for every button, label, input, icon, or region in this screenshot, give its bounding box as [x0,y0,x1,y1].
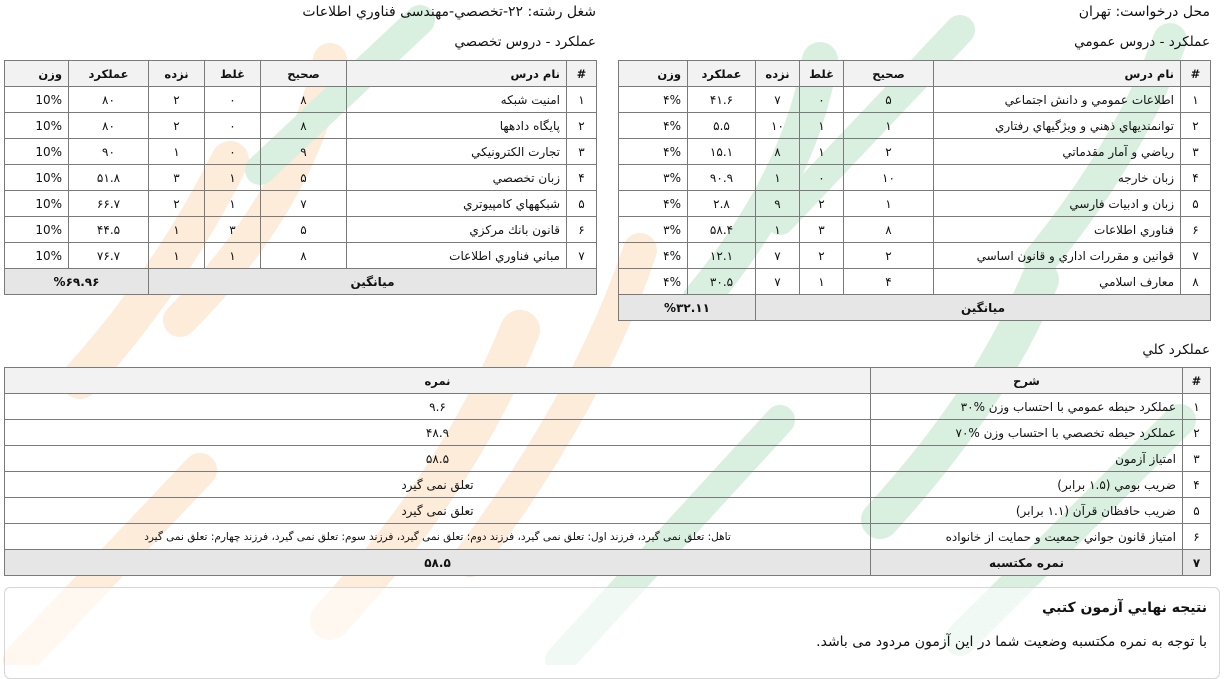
course-name: قانون بانك مركزي [347,217,567,243]
table-row [5,87,597,113]
performance-value: ۵۸.۴ [688,217,756,243]
blank-count: ۹ [756,191,800,217]
row-index: ۷ [1183,550,1211,576]
average-label: ميانگين [149,269,597,295]
row-description: عملكرد حيطه عمومي با احتساب وزن %۳۰ [871,394,1183,420]
performance-value: ۳۰.۵ [688,269,756,295]
col-blank: نزده [756,61,800,87]
performance-value: ۵.۵ [688,113,756,139]
location-label: محل درخواست: [1115,4,1210,20]
performance-value: ۱۲.۱ [688,243,756,269]
course-name: مباني فناوري اطلاعات [347,243,567,269]
row-index: ۷ [1181,243,1211,269]
row-index: ۵ [1183,498,1211,524]
general-section-title: عملكرد - دروس عمومي [1074,34,1210,50]
correct-count: ۷ [261,191,347,217]
job-line [302,4,596,20]
row-index: ۳ [1183,446,1211,472]
course-name: شبكههاي كامپيوتري [347,191,567,217]
performance-value: ۶۶.۷ [69,191,149,217]
average-row [619,295,1211,321]
blank-count: ۳ [149,165,205,191]
weight-value: ۴% [619,243,688,269]
col-correct: صحيح [844,61,934,87]
table-row [619,243,1211,269]
weight-value: ۴% [619,269,688,295]
weight-value: ۴% [619,191,688,217]
performance-value: ۹۰.۹ [688,165,756,191]
col-performance: عملكرد [69,61,149,87]
correct-count: ۱۰ [844,165,934,191]
blank-count: ۱ [756,165,800,191]
blank-count: ۷ [756,243,800,269]
col-index: # [567,61,597,87]
correct-count: ۲ [844,139,934,165]
table-row [5,243,597,269]
wrong-count: ۲ [800,191,844,217]
total-row [5,550,1211,576]
table-row [619,191,1211,217]
total-label: نمره مكتسبه [871,550,1183,576]
correct-count: ۴ [844,269,934,295]
weight-value: 10% [5,217,69,243]
col-description: شرح [871,368,1183,394]
job-value: ۲۲-تخصصي-مهندسی فناوري اطلاعات [302,4,524,20]
location-value: تهران [1078,4,1111,20]
col-performance: عملكرد [688,61,756,87]
col-wrong: غلط [800,61,844,87]
col-blank: نزده [149,61,205,87]
blank-count: ۷ [756,269,800,295]
correct-count: ۱ [844,191,934,217]
performance-value: ۷۶.۷ [69,243,149,269]
row-index: ۳ [1181,139,1211,165]
blank-count: ۲ [149,113,205,139]
correct-count: ۵ [261,217,347,243]
general-courses-table [618,60,1211,321]
col-index: # [1183,368,1211,394]
wrong-count: ۱ [205,191,261,217]
blank-count: ۱۰ [756,113,800,139]
average-value: %۶۹.۹۶ [5,269,149,295]
weight-value: 10% [5,191,69,217]
col-weight: وزن [5,61,69,87]
row-score: ۵۸.۵ [5,446,871,472]
weight-value: ۴% [619,139,688,165]
table-row [619,113,1211,139]
wrong-count: ۳ [800,217,844,243]
table-row [5,524,1211,550]
final-result-text: با توجه به نمره مكتسبه وضعيت شما در اين آزمون مردود می باشد. [816,634,1207,650]
blank-count: ۲ [149,87,205,113]
row-index: ۱ [1183,394,1211,420]
table-row [619,217,1211,243]
row-index: ۲ [1183,420,1211,446]
table-row [5,498,1211,524]
wrong-count: ۳ [205,217,261,243]
table-row [5,139,597,165]
course-name: معارف اسلامي [934,269,1181,295]
course-name: امنيت شبكه [347,87,567,113]
blank-count: ۲ [149,191,205,217]
row-index: ۵ [1181,191,1211,217]
row-index: ۴ [567,165,597,191]
col-correct: صحيح [261,61,347,87]
blank-count: ۷ [756,87,800,113]
correct-count: ۲ [844,243,934,269]
performance-value: ۴۱.۶ [688,87,756,113]
blank-count: ۱ [149,139,205,165]
wrong-count: ۰ [800,165,844,191]
row-score: تعلق نمی گیرد [5,498,871,524]
table-row [5,165,597,191]
table-row [619,165,1211,191]
table-row [619,87,1211,113]
row-index: ۵ [567,191,597,217]
weight-value: 10% [5,165,69,191]
table-row [5,113,597,139]
overall-header-row [5,368,1211,394]
course-name: زبان تخصصي [347,165,567,191]
blank-count: ۱ [149,243,205,269]
row-index: ۳ [567,139,597,165]
final-result-box [4,587,1220,679]
course-name: قوانين و مقررات اداري و قانون اساسي [934,243,1181,269]
col-score: نمره [5,368,871,394]
wrong-count: ۲ [800,243,844,269]
wrong-count: ۰ [800,87,844,113]
table-row [5,217,597,243]
overall-section-title: عملكرد كلي [1142,342,1210,358]
weight-value: 10% [5,243,69,269]
weight-value: ۴% [619,87,688,113]
table-row [619,139,1211,165]
col-weight: وزن [619,61,688,87]
table-row [5,420,1211,446]
performance-value: ۲.۸ [688,191,756,217]
blank-count: ۱ [756,217,800,243]
course-name: زبان خارجه [934,165,1181,191]
course-name: تجارت الكترونيكي [347,139,567,165]
course-name: زبان و ادبيات فارسي [934,191,1181,217]
row-index: ۲ [1181,113,1211,139]
row-index: ۴ [1183,472,1211,498]
weight-value: 10% [5,87,69,113]
job-label: شغل رشته: [527,4,596,20]
wrong-count: ۰ [205,113,261,139]
special-header-row [5,61,597,87]
wrong-count: ۱ [800,113,844,139]
performance-value: ۸۰ [69,87,149,113]
wrong-count: ۱ [800,139,844,165]
average-label: ميانگين [756,295,1211,321]
course-name: فناوري اطلاعات [934,217,1181,243]
row-index: ۲ [567,113,597,139]
performance-value: ۴۴.۵ [69,217,149,243]
row-description: امتياز قانون جواني جمعيت و حمايت از خانواده [871,524,1183,550]
weight-value: ۳% [619,217,688,243]
row-index: ۷ [567,243,597,269]
blank-count: ۸ [756,139,800,165]
row-index: ۱ [1181,87,1211,113]
special-section-title: عملكرد - دروس تخصصي [454,34,596,50]
col-wrong: غلط [205,61,261,87]
wrong-count: ۱ [205,165,261,191]
special-courses-table [4,60,597,295]
row-description: عملكرد حيطه تخصصي با احتساب وزن %۷۰ [871,420,1183,446]
course-name: اطلاعات عمومي و دانش اجتماعي [934,87,1181,113]
correct-count: ۹ [261,139,347,165]
performance-value: ۵۱.۸ [69,165,149,191]
row-description: ضريب بومي (۱.۵ برابر) [871,472,1183,498]
wrong-count: ۰ [205,139,261,165]
row-score: تعلق نمی گیرد [5,472,871,498]
correct-count: ۸ [261,243,347,269]
blank-count: ۱ [149,217,205,243]
row-index: ۱ [567,87,597,113]
table-row [5,191,597,217]
row-index: ۴ [1181,165,1211,191]
course-name: رياضي و آمار مقدماتي [934,139,1181,165]
general-header-row [619,61,1211,87]
table-row [5,472,1211,498]
table-row [5,446,1211,472]
course-name: پايگاه دادهها [347,113,567,139]
performance-value: ۸۰ [69,113,149,139]
row-score: تاهل: تعلق نمی گیرد، فرزند اول: تعلق نمی گیرد، فرزند دوم: تعلق نمی گیرد، فرزند سوم: تعلق نمی گیرد، فرزند چهارم: تعلق نمی گیرد [5,524,871,550]
col-course-name: نام درس [347,61,567,87]
performance-value: ۹۰ [69,139,149,165]
row-description: ضريب حافظان قرآن (۱.۱ برابر) [871,498,1183,524]
correct-count: ۵ [261,165,347,191]
row-index: ۶ [1183,524,1211,550]
row-description: امتياز آزمون [871,446,1183,472]
wrong-count: ۱ [205,243,261,269]
correct-count: ۱ [844,113,934,139]
weight-value: 10% [5,139,69,165]
correct-count: ۸ [261,87,347,113]
overall-table [4,367,1211,576]
row-index: ۸ [1181,269,1211,295]
performance-value: ۱۵.۱ [688,139,756,165]
total-score: ۵۸.۵ [5,550,871,576]
wrong-count: ۱ [800,269,844,295]
row-index: ۶ [1181,217,1211,243]
weight-value: 10% [5,113,69,139]
correct-count: ۵ [844,87,934,113]
row-score: ۴۸.۹ [5,420,871,446]
col-course-name: نام درس [934,61,1181,87]
average-row [5,269,597,295]
weight-value: ۳% [619,165,688,191]
correct-count: ۸ [844,217,934,243]
final-result-title: نتيجه نهايي آزمون كتبي [1041,600,1207,616]
course-name: توانمنديهاي ذهني و ويژگيهاي رفتاري [934,113,1181,139]
wrong-count: ۰ [205,87,261,113]
table-row [5,394,1211,420]
weight-value: ۴% [619,113,688,139]
row-index: ۶ [567,217,597,243]
location-line [1079,4,1210,20]
correct-count: ۸ [261,113,347,139]
row-score: ۹.۶ [5,394,871,420]
table-row [619,269,1211,295]
average-value: %۳۲.۱۱ [619,295,756,321]
col-index: # [1181,61,1211,87]
